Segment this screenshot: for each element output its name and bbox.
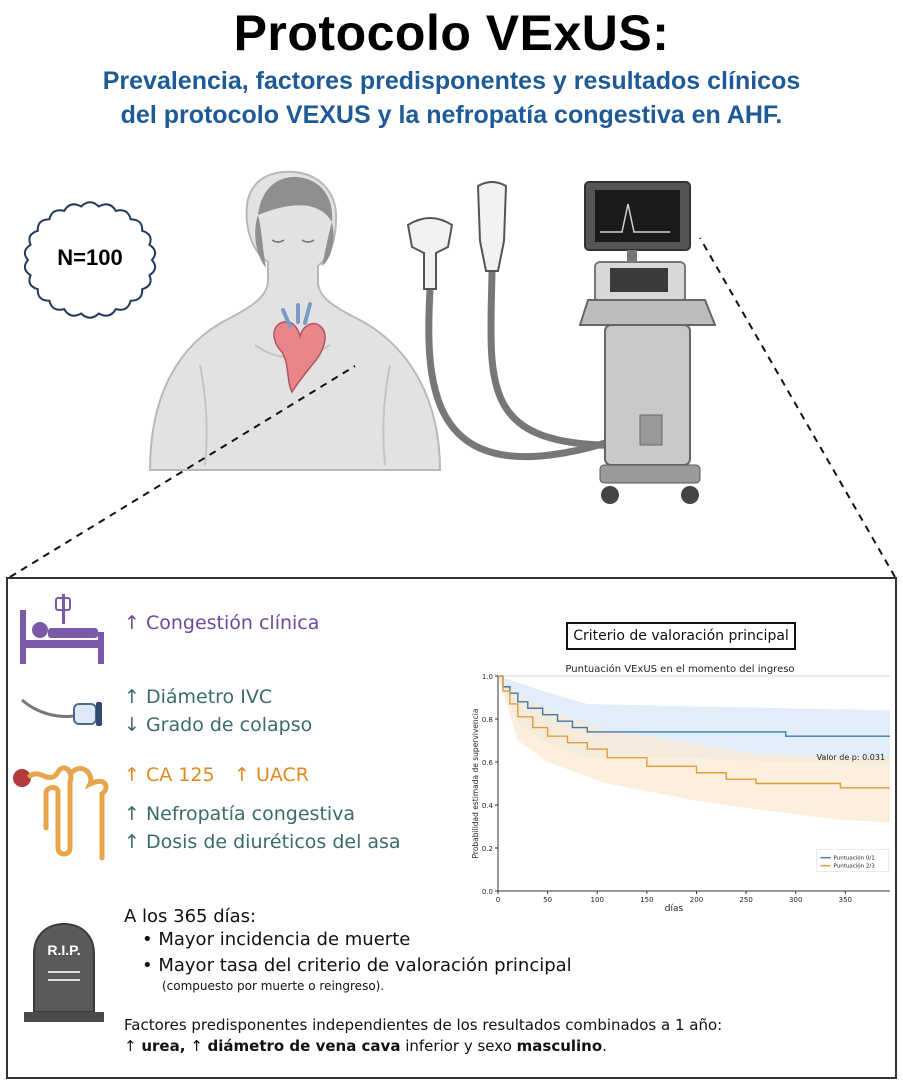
patient-icon bbox=[150, 172, 440, 470]
factors-end: . bbox=[602, 1037, 607, 1055]
x-tick-label: 250 bbox=[739, 896, 753, 904]
outcome-bullet-1: • Mayor incidencia de muerte bbox=[142, 929, 411, 950]
y-tick-label: 0.8 bbox=[481, 716, 493, 724]
outcomes-lead: A los 365 días: bbox=[124, 906, 257, 927]
ultrasound-probe-icon bbox=[18, 690, 106, 730]
factor-ivc: diámetro de vena cava bbox=[207, 1037, 401, 1055]
p-value-annotation: Valor de p: 0.031 bbox=[816, 752, 886, 762]
vexus-illustration bbox=[0, 160, 903, 580]
nephron-icon bbox=[10, 758, 120, 862]
y-axis-label: Probabilidad estimada de supervivencia bbox=[471, 708, 480, 859]
y-tick-label: 0.0 bbox=[481, 888, 493, 896]
finding-nephropathy: ↑ Nefropatía congestiva bbox=[124, 803, 356, 825]
finding-congestion: ↑ Congestión clínica bbox=[124, 612, 320, 634]
factors-mid: inferior y sexo bbox=[400, 1037, 517, 1055]
finding-ivc-diameter: ↑ Diámetro IVC bbox=[124, 686, 273, 708]
outcome-bullet-2-text: Mayor tasa del criterio de valoración principal bbox=[158, 955, 572, 976]
outcome-bullet-2: • Mayor tasa del criterio de valoración principal bbox=[142, 955, 572, 976]
x-tick-label: 200 bbox=[689, 896, 704, 904]
outcome-note: (compuesto por muerte o reingreso). bbox=[162, 979, 385, 993]
finding-uacr: ↑ UACR bbox=[234, 764, 309, 786]
tombstone-icon bbox=[22, 920, 106, 1026]
x-tick-label: 50 bbox=[543, 896, 553, 904]
x-tick-label: 350 bbox=[838, 896, 853, 904]
factors-arrow-2: ↑ bbox=[185, 1037, 208, 1055]
legend-label-1: Puntuación 0/1 bbox=[833, 855, 875, 862]
y-tick-label: 0.4 bbox=[481, 802, 493, 810]
finding-diuretics: ↑ Dosis de diuréticos del asa bbox=[124, 831, 401, 853]
hospital-bed-icon bbox=[18, 592, 106, 666]
factors-line-1: Factores predisponentes independientes de los resultados combinados a 1 año: bbox=[124, 1016, 723, 1034]
factors-line-2 bbox=[124, 1037, 607, 1055]
x-tick-label: 100 bbox=[590, 896, 604, 904]
sample-size-text: N=100 bbox=[57, 245, 123, 270]
legend-label-2: Puntuación 2/3 bbox=[833, 863, 875, 870]
page-subtitle bbox=[0, 64, 903, 132]
kaplan-meier-chart bbox=[466, 668, 894, 916]
finding-ca125: ↑ CA 125 bbox=[124, 764, 215, 786]
chart-title: Puntuación VExUS en el momento del ingreso bbox=[565, 664, 795, 675]
y-tick-label: 0.2 bbox=[481, 845, 493, 853]
subtitle-line-2: del protocolo VEXUS y la nefropatía congestiva en AHF. bbox=[120, 101, 783, 129]
subtitle-line-1: Prevalencia, factores predisponentes y resultados clínicos bbox=[102, 67, 801, 95]
factor-male: masculino bbox=[516, 1037, 603, 1055]
zoom-line-right bbox=[700, 238, 895, 577]
finding-collapse: ↓ Grado de colapso bbox=[124, 714, 313, 736]
tombstone-label: R.I.P. bbox=[47, 942, 81, 958]
x-tick-label: 150 bbox=[640, 896, 654, 904]
x-tick-label: 0 bbox=[495, 896, 501, 904]
outcome-bullet-1-text: Mayor incidencia de muerte bbox=[158, 929, 411, 950]
y-tick-label: 0.6 bbox=[481, 759, 493, 767]
primary-endpoint-label: Criterio de valoración principal bbox=[566, 622, 796, 650]
factor-urea: urea, bbox=[141, 1037, 186, 1055]
y-tick-label: 1.0 bbox=[481, 673, 493, 681]
factors-arrow-1: ↑ bbox=[124, 1037, 142, 1055]
x-axis-label: días bbox=[664, 904, 684, 914]
x-tick-label: 300 bbox=[789, 896, 803, 904]
page-title: Protocolo VExUS: bbox=[233, 5, 670, 61]
ultrasound-machine-icon bbox=[580, 182, 715, 504]
